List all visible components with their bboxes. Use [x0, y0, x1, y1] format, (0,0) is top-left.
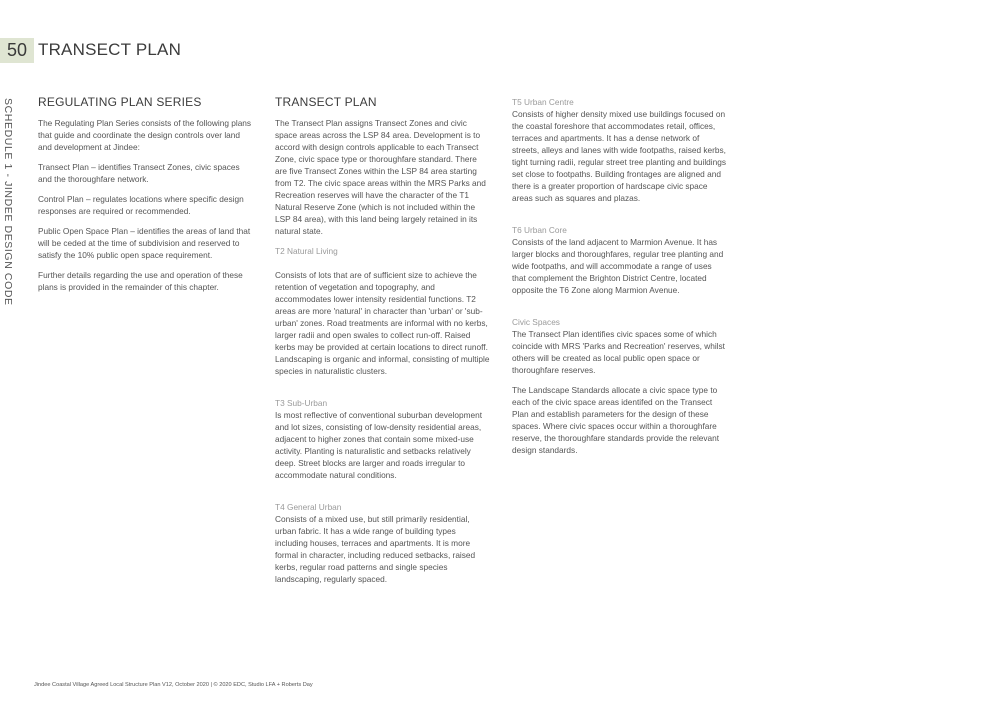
paragraph: Is most reflective of conventional suburban development and lot sizes, consisting of low-density residential areas, adjacent to higher zones that contain some mixed-use activity. Planting is naturalistic and setbacks relatively deep. Street blocks are larger and roads irregular to accommodate natural conditions.	[275, 410, 483, 480]
subheading-t6: T6 Urban Core	[512, 225, 567, 235]
side-title: SCHEDULE 1 - JINDEE DESIGN CODE	[2, 98, 14, 306]
subheading-civic-spaces: Civic Spaces	[512, 317, 560, 327]
footer-credit: Jindee Coastal Village Agreed Local Structure Plan V12, October 2020 | © 2020 EDC, Studio LFA + Roberts Day	[34, 682, 313, 688]
column-transect-plan	[275, 96, 490, 593]
section-heading-regulating-plan-series: REGULATING PLAN SERIES	[38, 95, 202, 109]
paragraph: Public Open Space Plan – identifies the areas of land that will be ceded at the time of subdivision and reserved to satisfy the 10% public open space requirement.	[38, 226, 251, 260]
paragraph: Consists of a mixed use, but still primarily residential, urban fabric. It has a wide range of building types including houses, terraces and apartments. It is more formal in character, including reduced setbacks, raised kerbs, regular road patterns and single species landscaping, regularly spaced.	[275, 514, 476, 584]
paragraph: Consists of higher density mixed use buildings focused on the coastal foreshore that accommodates retail, offices, terraces and apartments. It has a dense network of streets, alleys and lanes with wide footpaths, raised kerbs, tight turning radii, regular street tree planting and buildings set close to footpaths. Building frontages are aligned and there is a greater proportion of hardscape civic space areas such as squares and plazas.	[512, 109, 727, 203]
paragraph: The Landscape Standards allocate a civic space type to each of the civic space areas identifed on the Transect Plan and establish parameters for the design of these spaces. Where civic spaces occur within a thoroughfare reserve, the thoroughfare standards provide the relevant design standards.	[512, 385, 720, 455]
page-title: TRANSECT PLAN	[38, 40, 182, 59]
paragraph: Consists of the land adjacent to Marmion Avenue. It has larger blocks and thoroughfares, regular tree planting and wide footpaths, and will accommodate a range of uses that complement the Brighton District Centre, located opposite the T6 Zone along Marmion Avenue.	[512, 237, 724, 295]
subheading-t5: T5 Urban Centre	[512, 97, 574, 107]
paragraph: The Transect Plan assigns Transect Zones and civic space areas across the LSP 84 area. Development is to accord with design controls applicable to each Transect Zone, civic space type or thoroughfare standard. There are five Transect Zones within the LSP 84 area starting from T2. The civic space areas within the MRS Parks and Recreation reserves will have the character of the T1 Natural Reserve Zone (which is not included within the LSP 84 area), with this land being largely retained in its natural state.	[275, 118, 486, 236]
paragraph: The Transect Plan identifies civic spaces some of which coincide with MRS 'Parks and Recreation' reserves, whilst others will be created as local public open space or thoroughfare reserves.	[512, 329, 725, 375]
paragraph: The Regulating Plan Series consists of the following plans that guide and coordinate the design controls over land and development at Jindee:	[38, 118, 252, 152]
paragraph: Further details regarding the use and operation of these plans is provided in the remainder of this chapter.	[38, 270, 243, 292]
column-zones-continued	[512, 96, 726, 464]
paragraph: Consists of lots that are of sufficient size to achieve the retention of vegetation and topography, and accommodates lower intensity residential functions. T2 areas are more 'natural' in character than 'urban' or 'sub-urban' zones. Road treatments are informal with no kerbs, larger radii and open swales to collect run-off. Raised kerbs may be provided at certain locations to direct runoff. Landscaping is organic and informal, consisting of multiple species in naturalistic clusters.	[275, 270, 490, 376]
paragraph: Transect Plan – identifies Transect Zones, civic spaces and the thoroughfare network.	[38, 162, 240, 184]
subheading-t3: T3 Sub-Urban	[275, 398, 328, 408]
subheading-t2: T2 Natural Living	[275, 246, 338, 256]
page-number: 50	[0, 38, 34, 63]
paragraph: Control Plan – regulates locations where specific design responses are required or recommended.	[38, 194, 244, 216]
column-regulating-plan-series	[38, 96, 254, 301]
section-heading-transect-plan: TRANSECT PLAN	[275, 95, 377, 109]
subheading-t4: T4 General Urban	[275, 502, 342, 512]
